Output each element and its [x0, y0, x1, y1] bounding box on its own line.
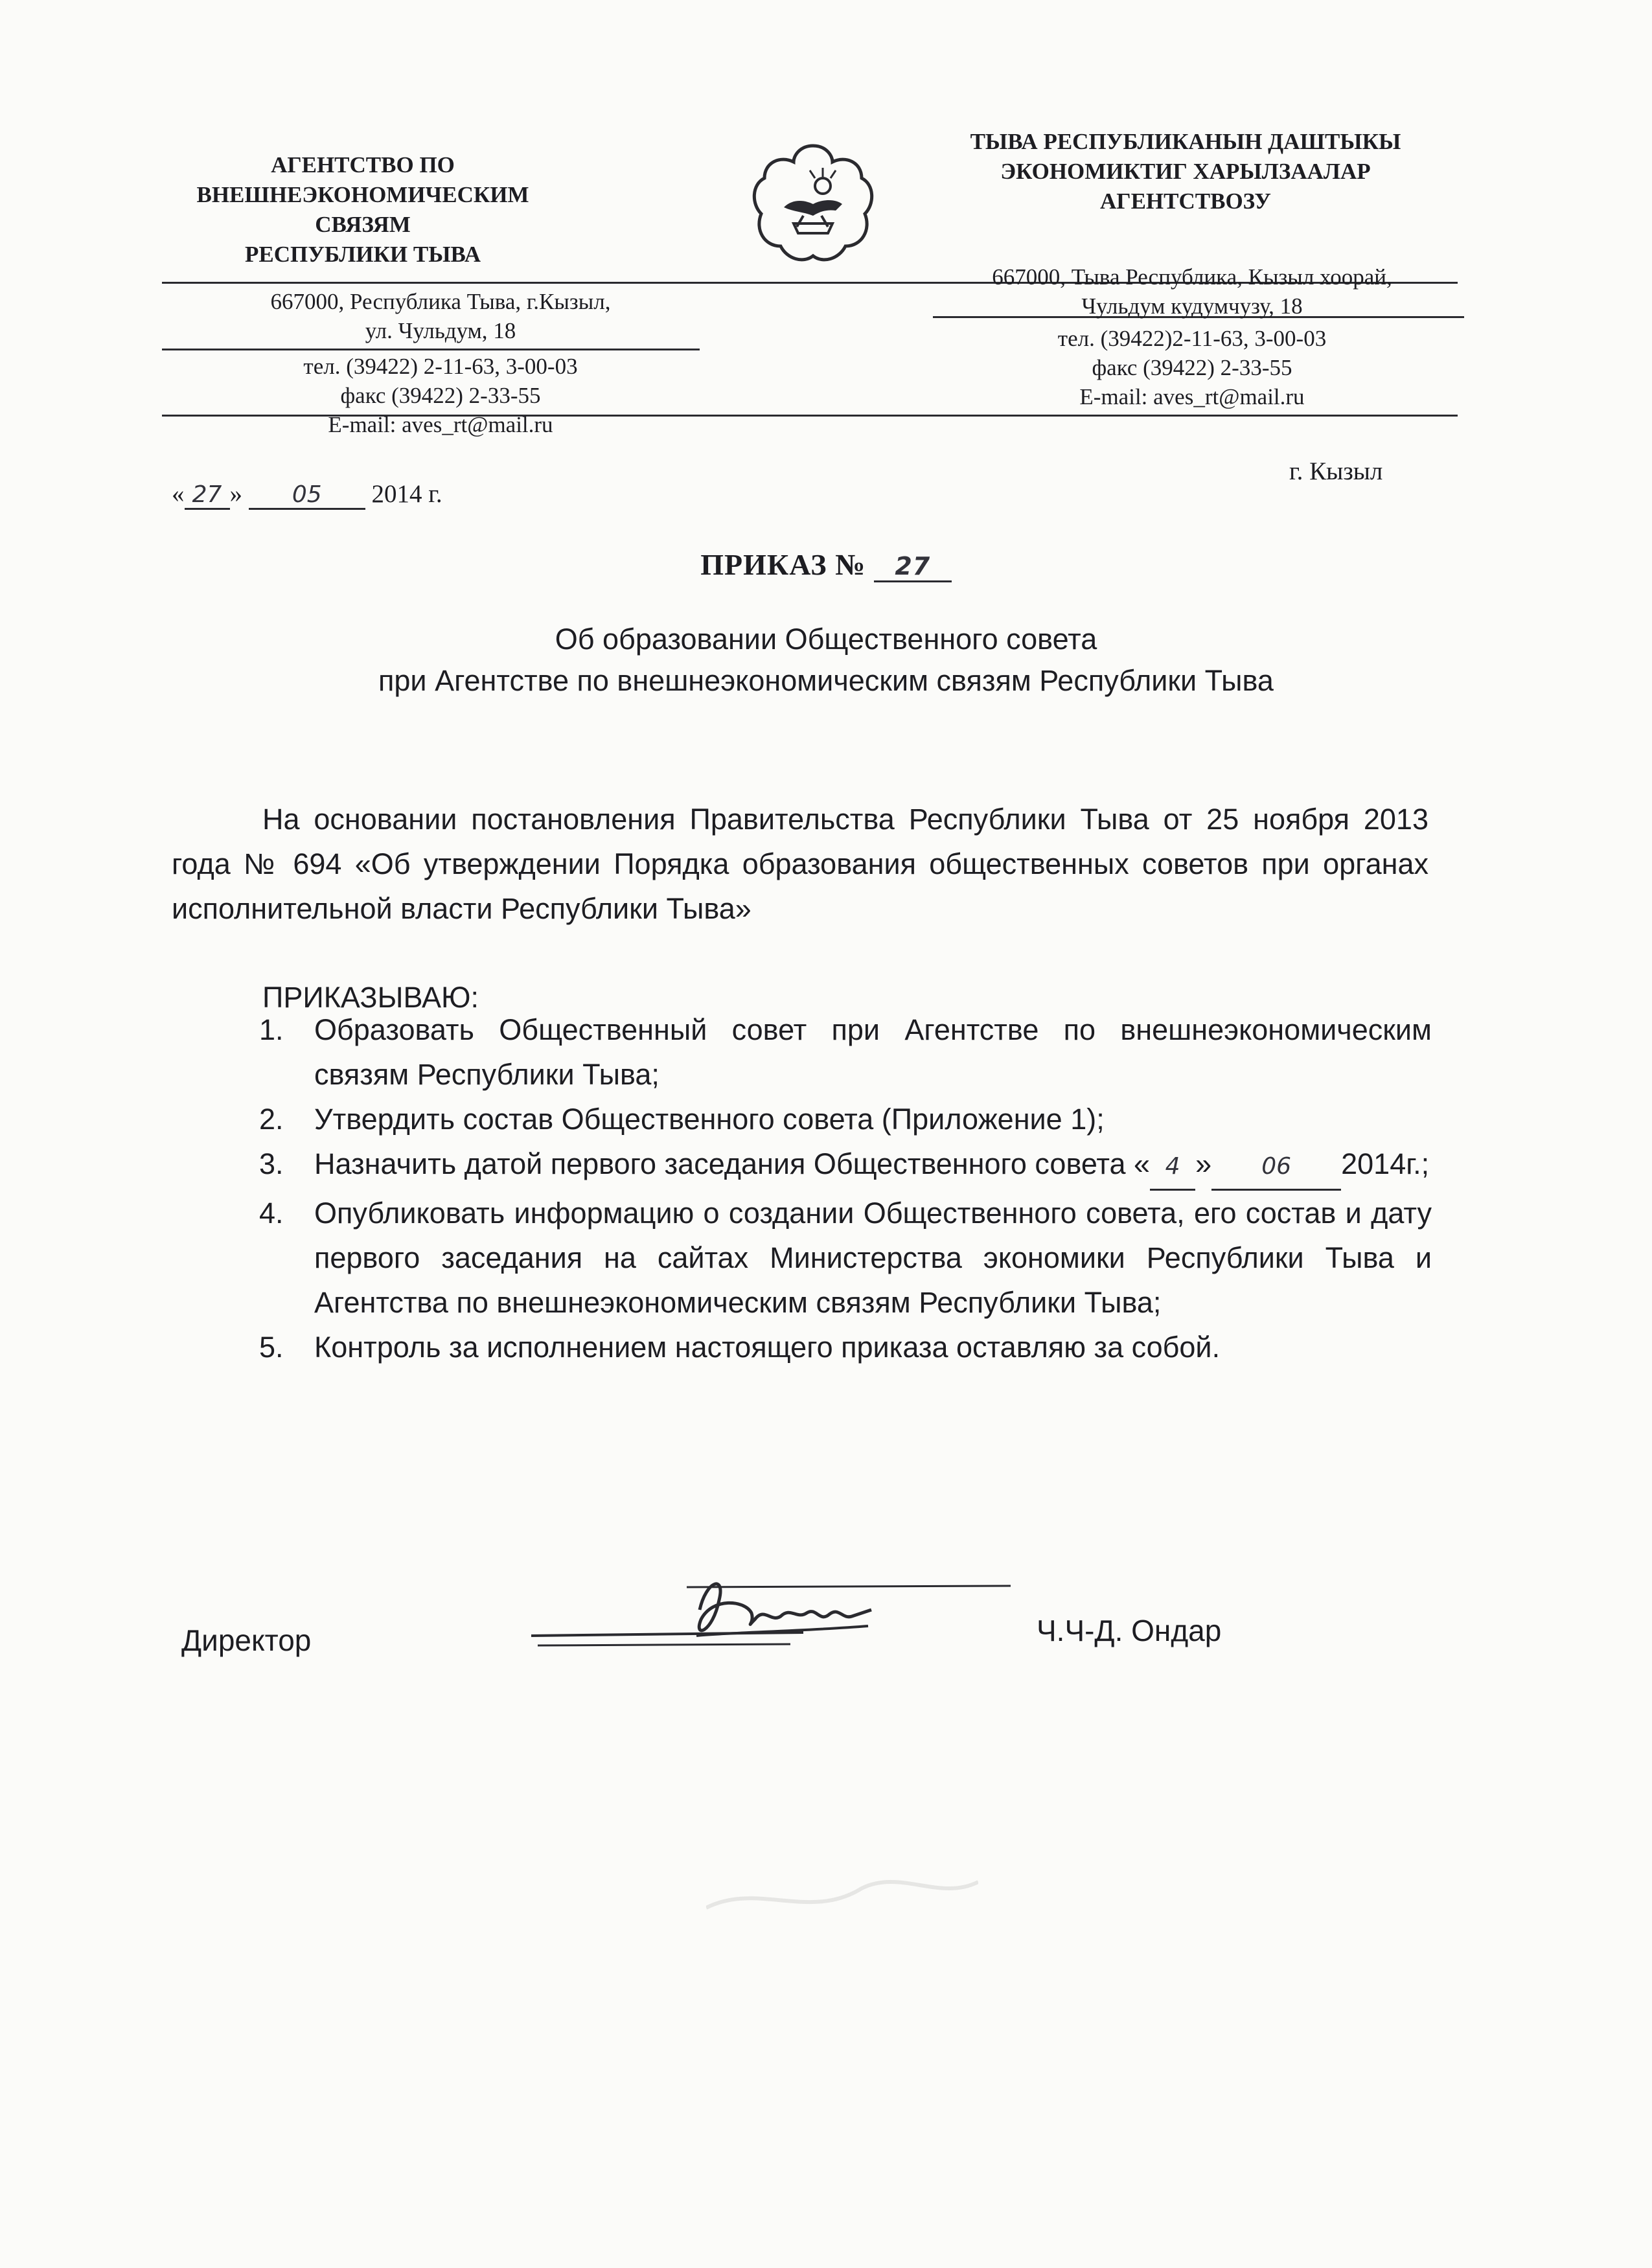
item-number: 2. — [259, 1103, 284, 1136]
date-day: 27 — [185, 481, 230, 510]
meeting-day: 4 — [1150, 1144, 1195, 1191]
contact-block-left — [207, 352, 674, 439]
signature-scribble — [531, 1561, 1024, 1671]
order-items — [259, 1007, 1432, 1369]
city: г. Кызыл — [1289, 457, 1383, 485]
item-number: 3. — [259, 1147, 284, 1180]
signatory-name: Ч.Ч-Д. Ондар — [1037, 1614, 1222, 1647]
order-title-label: ПРИКАЗ № — [700, 548, 866, 581]
order-date — [172, 479, 442, 510]
agency-name-line: ЭКОНОМИКТИГ ХАРЫЛЗААЛАР — [1000, 159, 1371, 184]
item-text: Опубликовать информацию о создании Общественного совета, его состав и дату первого заседания на сайтах Министерства экономики Республики Тыва и Агентства по внешнеэкономическим связям Республики Тыва; — [314, 1197, 1432, 1319]
list-item — [259, 1007, 1432, 1097]
date-year: 2014 г. — [371, 480, 442, 508]
tuva-emblem-icon — [745, 139, 881, 269]
phone: тел. (39422) 2-11-63, 3-00-03 — [303, 354, 578, 379]
meeting-year: 2014г.; — [1341, 1147, 1430, 1180]
agency-name-line: АГЕНТСТВОЗУ — [1100, 189, 1271, 214]
item-text: Назначить датой первого заседания Общественного совета — [314, 1147, 1126, 1180]
date-quote: » — [1195, 1147, 1212, 1180]
date-quote: » — [229, 480, 242, 508]
address-block-left — [207, 287, 674, 345]
list-item — [259, 1325, 1432, 1369]
fax: факс (39422) 2-33-55 — [1092, 355, 1292, 380]
contact-block-right — [907, 324, 1477, 411]
list-item — [259, 1097, 1432, 1141]
item-text: Образовать Общественный совет при Агентстве по внешнеэкономическим связям Республики Тыва; — [314, 1013, 1432, 1091]
date-quote: « — [172, 480, 185, 508]
order-number: 27 — [874, 552, 952, 582]
order-subject — [0, 619, 1652, 702]
list-item — [259, 1141, 1432, 1191]
order-word: ПРИКАЗЫВАЮ: — [262, 981, 479, 1014]
agency-name-line: ВНЕШНЕЭКОНОМИЧЕСКИМ СВЯЗЯМ — [196, 182, 529, 237]
item-text: Контроль за исполнением настоящего приказа оставляю за собой. — [314, 1331, 1221, 1364]
item-number: 5. — [259, 1331, 284, 1364]
email: E-mail: aves_rt@mail.ru — [328, 412, 553, 437]
meeting-date — [1134, 1147, 1429, 1180]
agency-name-line: РЕСПУБЛИКИ ТЫВА — [245, 242, 481, 267]
header-divider-middle-left — [162, 349, 700, 350]
address-line: Чульдум кудумчузу, 18 — [1081, 293, 1303, 319]
phone: тел. (39422)2-11-63, 3-00-03 — [1057, 326, 1327, 351]
address-block-right — [907, 262, 1477, 321]
signatory-position: Директор — [181, 1623, 312, 1657]
meeting-month: 06 — [1211, 1144, 1341, 1191]
date-month: 05 — [249, 481, 365, 510]
agency-name-line: ТЫВА РЕСПУБЛИКАНЫН ДАШТЫКЫ — [970, 129, 1401, 154]
agency-name-russian — [194, 150, 531, 269]
item-number: 4. — [259, 1197, 284, 1230]
item-text: Утвердить состав Общественного совета (Приложение 1); — [314, 1103, 1105, 1136]
email: E-mail: aves_rt@mail.ru — [1079, 384, 1305, 409]
bleed-through-mark — [706, 1843, 978, 1934]
address-line: ул. Чульдум, 18 — [365, 318, 516, 343]
fax: факс (39422) 2-33-55 — [340, 383, 541, 408]
address-line: 667000, Республика Тыва, г.Кызыл, — [270, 289, 611, 314]
item-number: 1. — [259, 1013, 284, 1046]
agency-name-line: АГЕНТСТВО ПО — [271, 152, 455, 178]
list-item — [259, 1191, 1432, 1325]
subject-line: Об образовании Общественного совета — [555, 623, 1097, 656]
agency-name-tuvan — [907, 127, 1464, 216]
subject-line: при Агентстве по внешнеэкономическим связям Республики Тыва — [378, 664, 1274, 697]
preamble: На основании постановления Правительства Республики Тыва от 25 ноября 2013 года № 694 «Об утверждении Порядка образования общественных советов при органах исполнительной власти Республики Тыва» — [172, 803, 1428, 925]
address-line: 667000, Тыва Республика, Кызыл хоорай, — [992, 264, 1392, 290]
date-quote: « — [1134, 1147, 1151, 1180]
order-title — [0, 547, 1652, 582]
